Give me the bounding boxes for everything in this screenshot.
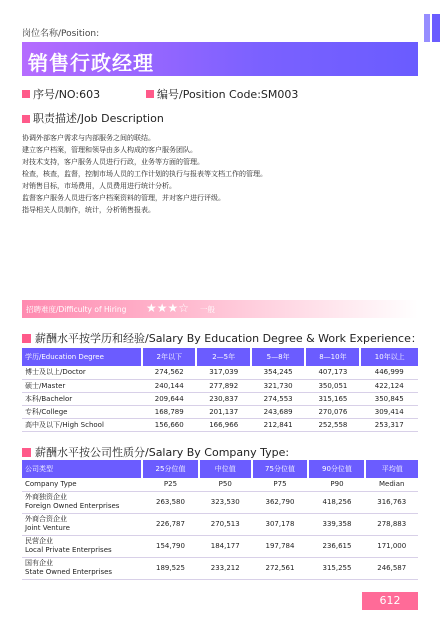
table-header-row <box>22 460 418 478</box>
bullet-square-icon <box>22 334 31 343</box>
table-row: 硕士/Master 240,144 277,892 321,730 350,051 422,124 <box>22 379 418 392</box>
job-description-heading: 职责描述/Job Description <box>22 110 164 126</box>
corner-decoration-2 <box>424 14 430 42</box>
table-row: 民营企业 Local Private Enterprises 154,790 184,177 197,784 236,615 171,000 <box>22 535 418 557</box>
job-description-list <box>22 132 267 216</box>
position-label: 岗位名称/Position: <box>22 29 100 39</box>
education-salary-heading: 薪酬水平按学历和经验/Salary By Education Degree & Work Experience： <box>22 330 422 346</box>
list-item: 协调外部客户需求与内部服务之间的联结。 <box>22 134 155 142</box>
bullet-square-icon <box>146 90 154 98</box>
table-row: 外商合资企业 Joint Venture 226,787 270,513 307,178 339,358 278,883 <box>22 513 418 535</box>
table-row: 国有企业 State Owned Enterprises 189,525 233,212 272,561 315,255 246,587 <box>22 557 418 579</box>
table-row: 高中及以下/High School 156,660 166,966 212,841 252,558 253,317 <box>22 418 418 431</box>
column-header: 公司类型 <box>22 460 142 478</box>
list-item: 监督客户服务人员进行客户档案资料的管理，并对客户进行评级。 <box>22 194 225 202</box>
table-row: 博士及以上/Doctor 274,562 317,039 354,245 407,173 446,999 <box>22 366 418 379</box>
column-header: 8—10年 <box>305 348 360 366</box>
column-header: 75分位值 <box>252 460 309 478</box>
position-code: 编号/Position Code:SM003 <box>146 86 298 100</box>
list-item: 检查，核查，监督，控制市场人员的工作计划的执行与报表等文档工作的管理。 <box>22 170 267 178</box>
column-header: 90分位值 <box>308 460 365 478</box>
table-row: 专科/College 168,789 201,137 243,689 270,076 309,414 <box>22 405 418 418</box>
list-item: 指导相关人员制作，统计，分析销售报表。 <box>22 206 155 214</box>
difficulty-label: 招聘难度/Difficulty of Hiring <box>26 305 127 314</box>
table-subheader-row: Company Type P25 P50 P75 P90 Median <box>22 478 418 491</box>
list-item: 对销售目标，市场费用，人员费用进行统计分析。 <box>22 182 176 190</box>
bullet-square-icon <box>22 448 31 457</box>
table-row: 本科/Bachelor 209,644 230,837 274,553 315,165 350,845 <box>22 392 418 405</box>
page-title: 销售行政经理 <box>28 51 154 75</box>
column-header: 2年以下 <box>142 348 196 366</box>
list-item: 对技术支持，客户服务人员进行行政，业务等方面的管理。 <box>22 158 204 166</box>
table-header-row <box>22 348 418 366</box>
column-header: 5—8年 <box>251 348 305 366</box>
bullet-square-icon <box>22 115 30 123</box>
difficulty-level: 一般 <box>200 305 215 314</box>
column-header: 学历/Education Degree <box>22 348 142 366</box>
column-header: 平均值 <box>365 460 418 478</box>
column-header: 10年以上 <box>360 348 418 366</box>
table-row: 外商独资企业 Foreign Owned Enterprises 263,580 323,530 362,790 418,256 316,763 <box>22 491 418 513</box>
column-header: 2—5年 <box>196 348 250 366</box>
education-salary-table <box>22 348 418 432</box>
page-number: 612 <box>362 592 418 610</box>
column-header: 25分位值 <box>142 460 199 478</box>
company-salary-table <box>22 460 418 580</box>
corner-decoration <box>432 14 440 42</box>
serial-number: 序号/NO:603 <box>22 86 100 100</box>
list-item: 建立客户档案，管理和领导由多人构成的客户服务团队。 <box>22 146 197 154</box>
column-header: 中位值 <box>199 460 252 478</box>
company-salary-heading: 薪酬水平按公司性质分/Salary By Company Type: <box>22 444 289 460</box>
bullet-square-icon <box>22 90 30 98</box>
difficulty-stars-icon: ★★★☆ <box>146 301 190 315</box>
